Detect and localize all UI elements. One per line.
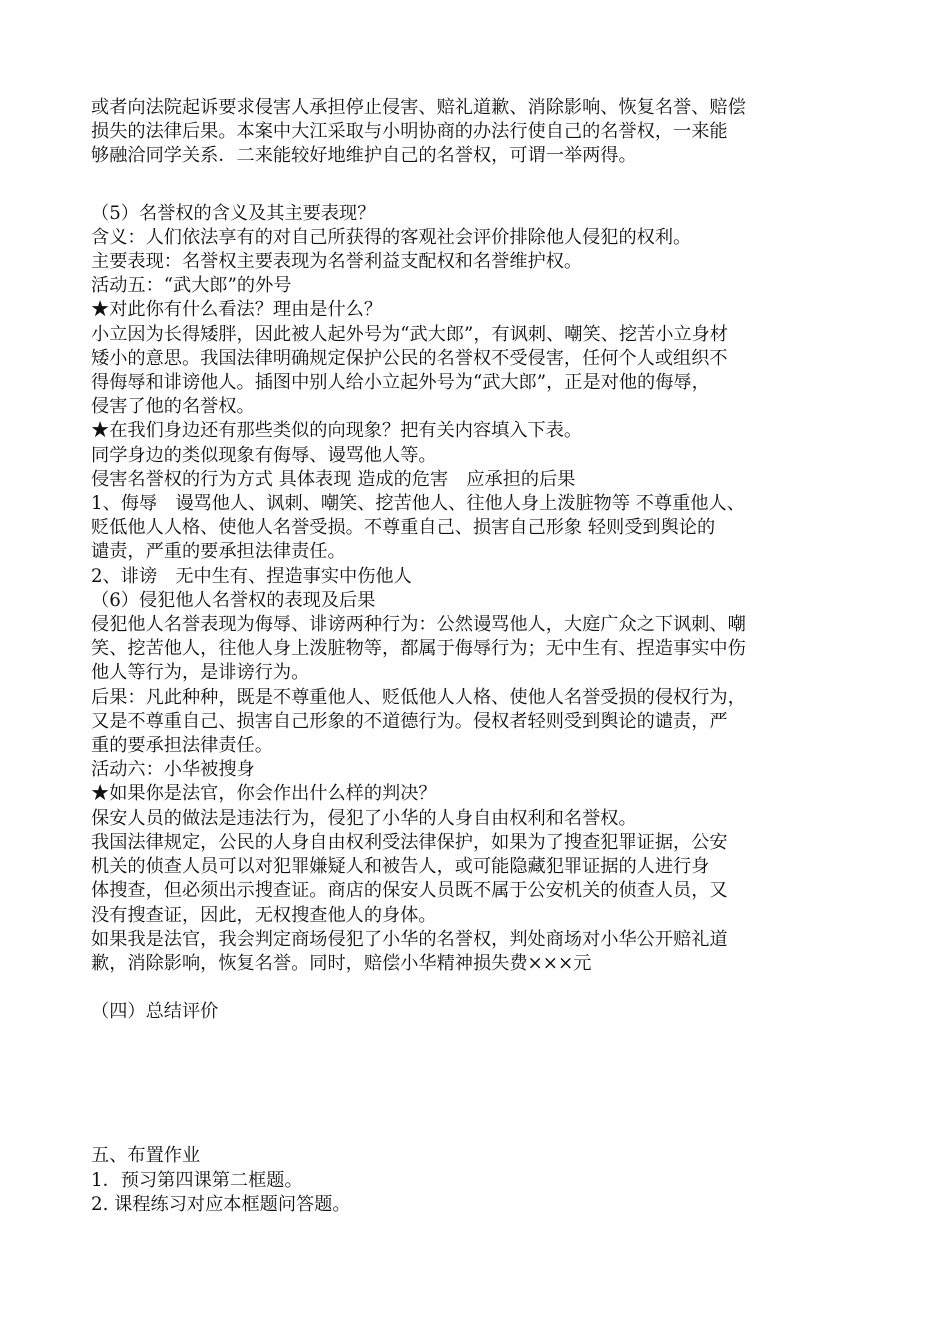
activity-heading: 活动五：“武大郎”的外号 [91, 275, 292, 297]
text-line: 歉，消除影响，恢复名誉。同时，赔偿小华精神损失费×××元 [91, 952, 592, 974]
section-heading: （6）侵犯他人名誉权的表现及后果 [91, 589, 376, 611]
section-heading: （5）名誉权的含义及其主要表现？ [91, 202, 376, 224]
text-line: 笑、挖苦他人，往他人身上泼脏物等，都属于侮辱行为；无中生有、捏造事实中伤 [91, 638, 746, 660]
text-line: 得侮辱和诽谤他人。插图中别人给小立起外号为“武大郎”，正是对他的侮辱， [91, 372, 710, 394]
table-row-line: 谴责，严重的要承担法律责任。 [91, 541, 346, 563]
text-line: 体搜查，但必须出示搜查证。商店的保安人员既不属于公安机关的侦查人员，又 [91, 880, 728, 902]
section-homework [91, 1144, 861, 1217]
table-row-line: 1、侮辱 谩骂他人、讽刺、嘲笑、挖苦他人、往他人身上泼脏物等 不尊重他人、 [91, 493, 745, 515]
homework-item: 1．预习第四课第二框题。 [91, 1169, 303, 1191]
paragraph-remedies [91, 96, 861, 169]
table-header-line: 侵害名誉权的行为方式 具体表现 造成的危害 应承担的后果 [91, 468, 576, 490]
spacer [91, 169, 861, 202]
text-line: 没有搜查证，因此，无权搜查他人的身体。 [91, 904, 437, 926]
text-line: 含义：人们依法享有的对自己所获得的客观社会评价排除他人侵犯的权利。 [91, 226, 692, 248]
text-line: 侵害了他的名誉权。 [91, 396, 255, 418]
text-line: 主要表现：名誉权主要表现为名誉利益支配权和名誉维护权。 [91, 251, 583, 273]
text-line: 机关的侦查人员可以对犯罪嫌疑人和被告人，或可能隐藏犯罪证据的人进行身 [91, 856, 710, 878]
question-line: ★在我们身边还有那些类似的向现象？把有关内容填入下表。 [91, 420, 583, 442]
text-line: 重的要承担法律责任。 [91, 735, 273, 757]
question-line: ★如果你是法官，你会作出什么样的判决？ [91, 783, 437, 805]
text-line: 我国法律规定，公民的人身自由权利受法律保护，如果为了搜查犯罪证据，公安 [91, 831, 728, 853]
section-summary [91, 1000, 861, 1024]
text-line: 同学身边的类似现象有侮辱、谩骂他人等。 [91, 444, 437, 466]
text-line: 够融洽同学关系．二来能较好地维护自己的名誉权，可谓一举两得。 [91, 145, 637, 167]
spacer [91, 1024, 861, 1144]
section-heading: 五、布置作业 [91, 1145, 201, 1167]
text-line: 小立因为长得矮胖，因此被人起外号为“武大郎”，有讽刺、嘲笑、挖苦小立身材 [91, 323, 728, 345]
activity-heading: 活动六：小华被搜身 [91, 759, 255, 781]
spacer [91, 976, 861, 1000]
text-line: 或者向法院起诉要求侵害人承担停止侵害、赔礼道歉、消除影响、恢复名誉、赔偿 [91, 97, 746, 118]
text-line: 后果：凡此种种，既是不尊重他人、贬低他人人格、使他人名誉受损的侵权行为， [91, 686, 746, 708]
text-line: 矮小的意思。我国法律明确规定保护公民的名誉权不受侵害，任何个人或组织不 [91, 347, 728, 369]
section-reputation-right [91, 202, 861, 977]
text-line: 保安人员的做法是违法行为，侵犯了小华的人身自由权利和名誉权。 [91, 807, 637, 829]
text-line: 如果我是法官，我会判定商场侵犯了小华的名誉权，判处商场对小华公开赔礼道 [91, 928, 728, 950]
text-line: 损失的法律后果。本案中大江采取与小明协商的办法行使自己的名誉权，一来能 [91, 121, 728, 143]
question-line: ★对此你有什么看法？理由是什么？ [91, 299, 383, 321]
document-page [91, 96, 861, 1217]
text-line: 他人等行为，是诽谤行为。 [91, 662, 310, 684]
homework-item: 2. 课程练习对应本框题问答题。 [91, 1193, 351, 1215]
table-row-line: 2、诽谤 无中生有、捏造事实中伤他人 [91, 565, 412, 587]
text-line: 又是不尊重自己、损害自己形象的不道德行为。侵权者轻则受到舆论的谴责，严 [91, 710, 728, 732]
section-heading: （四）总结评价 [91, 1001, 219, 1023]
text-line: 侵犯他人名誉表现为侮辱、诽谤两种行为：公然谩骂他人，大庭广众之下讽刺、嘲 [91, 614, 746, 636]
table-row-line: 贬低他人人格、使他人名誉受损。不尊重自己、损害自己形象 轻则受到舆论的 [91, 517, 716, 539]
